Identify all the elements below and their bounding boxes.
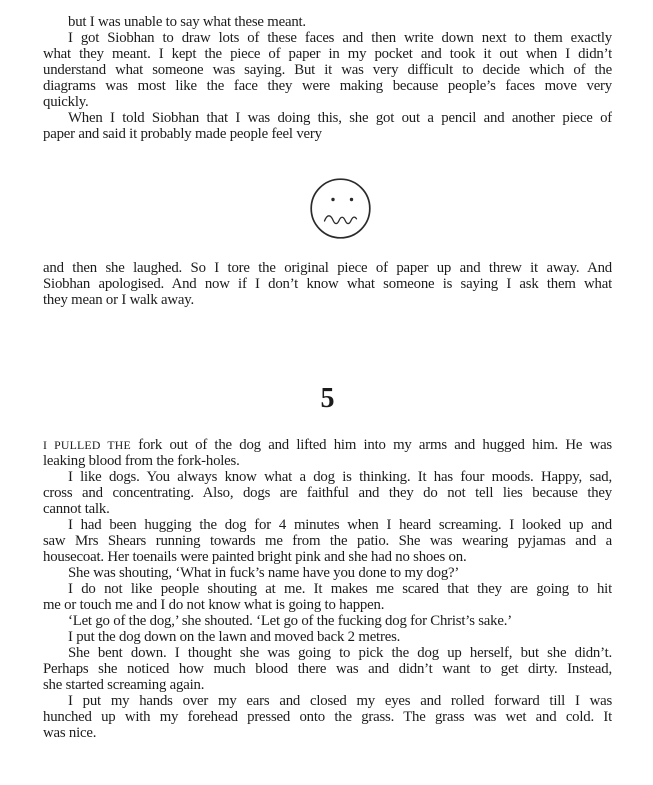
text-line: When I told Siobhan that I was doing this, she got out a pencil and another piece of <box>68 110 612 126</box>
confused-face-icon <box>310 178 371 239</box>
paragraph <box>43 14 612 30</box>
text-line: paper and said it probably made people feel very <box>43 126 322 142</box>
text-line: understand what someone was saying. But it was very difficult to decide which of the <box>43 62 612 78</box>
text-line: I got Siobhan to draw lots of these faces and then write down next to them exactly <box>68 30 612 46</box>
text-line: I put my hands over my ears and closed my eyes and rolled forward till I was <box>68 693 612 709</box>
text-line: and then she laughed. So I tore the original piece of paper up and threw it away. And <box>43 260 612 276</box>
wavy-mouth <box>325 216 357 224</box>
text-line: she started screaming again. <box>43 677 205 693</box>
paragraph <box>43 629 612 645</box>
text-line: cross and concentrating. Also, dogs are faithful and they do not tell lies because they <box>43 485 612 501</box>
text-line: me or touch me and I do not know what is going to happen. <box>43 597 385 613</box>
paragraph <box>43 437 612 469</box>
text-line: I like dogs. You always know what a dog is thinking. It has four moods. Happy, sad, <box>68 469 612 485</box>
chapter-number: 5 <box>320 383 335 414</box>
text-line: I PULLED THE fork out of the dog and lifted him into my arms and hugged him. He was <box>43 437 612 453</box>
top-section <box>43 14 612 142</box>
right-eye-dot <box>350 198 353 201</box>
text-line: but I was unable to say what these meant. <box>68 14 306 30</box>
text-line: She was shouting, ‘What in fuck’s name have you done to my dog?’ <box>68 565 460 581</box>
text-line: quickly. <box>43 94 89 110</box>
left-eye-dot <box>331 198 334 201</box>
paragraph <box>43 30 612 110</box>
text-line: ‘Let go of the dog,’ she shouted. ‘Let go of the fucking dog for Christ’s sake.’ <box>68 613 512 629</box>
paragraph <box>43 517 612 565</box>
text-line: they mean or I walk away. <box>43 292 194 308</box>
text-line: She bent down. I thought she was going to pick the dog up herself, but she didn’t. <box>68 645 612 661</box>
text-line: was nice. <box>43 725 97 741</box>
paragraph <box>43 693 612 741</box>
paragraph <box>43 581 612 613</box>
text-line: hunched up with my forehead pressed onto the grass. The grass was wet and cold. It <box>43 709 612 725</box>
text-line: I put the dog down on the lawn and moved back 2 metres. <box>68 629 401 645</box>
paragraph <box>43 110 612 142</box>
paragraph <box>43 565 612 581</box>
text-line: what they meant. I kept the piece of paper in my pocket and took it out when I didn’t <box>43 46 612 62</box>
paragraph <box>43 645 612 693</box>
text-line: Siobhan apologised. And now if I don’t know what someone is saying I ask them what <box>43 276 612 292</box>
text-line: diagrams was most like the face they were making because people’s faces move very <box>43 78 612 94</box>
small-caps-lead: I PULLED THE <box>43 438 131 452</box>
paragraph <box>43 469 612 517</box>
confused-face-figure <box>43 178 612 239</box>
text-line: leaking blood from the fork-holes. <box>43 453 240 469</box>
paragraph <box>43 613 612 629</box>
text-line: I do not like people shouting at me. It makes me scared that they are going to hit <box>68 581 612 597</box>
text-line: Perhaps she noticed how much blood there was and didn’t want to get dirty. Instead, <box>43 661 612 677</box>
text-line: I had been hugging the dog for 4 minutes when I heard screaming. I looked up and <box>68 517 612 533</box>
chapter-body <box>43 437 612 741</box>
text-line: cannot talk. <box>43 501 110 517</box>
text-line: saw Mrs Shears running towards me from the patio. She was wearing pyjamas and a <box>43 533 612 549</box>
paragraph <box>43 260 612 308</box>
text-line: housecoat. Her toenails were painted bright pink and she had no shoes on. <box>43 549 467 565</box>
